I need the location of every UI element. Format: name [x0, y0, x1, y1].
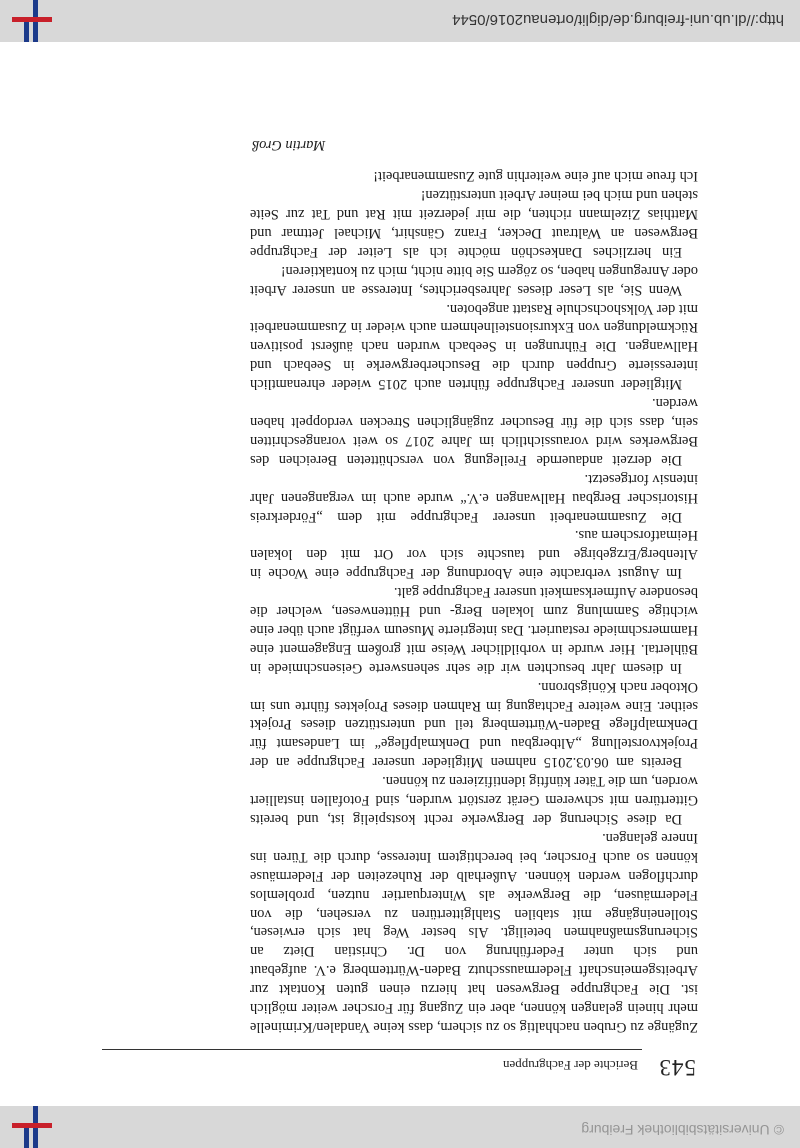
paragraph: In diesem Jahr besuchten wir die sehr sehenswerte Geisenschmiede in Bühlertal. Hier wurde in vorbildlicher Weise mit großem Engagement eine Hammerschmiede restauriert. Das integrierte Museum verfügt auch über eine wichtige Sammlung zum lokalen Berg- und Hüttenwesen, welcher die besondere Aufmerksamkeit unserer Fachgruppe galt. [250, 584, 698, 676]
page-number: 543 [658, 1055, 696, 1080]
paragraph: Die derzeit andauernde Freilegung von verschütteten Bereichen des Bergwerkes wird voraussichtlich im Jahre 2017 so weit vorangeschritten sein, dass sich die für Besucher zugänglichen Strecken verdoppelt haben werden. [250, 395, 698, 468]
paragraph: Zugänge zu Gruben nachhaltig so zu sichern, dass keine Vandalen/Kriminelle mehr hinein gelangen können, aber ein Zugang für Forscher weiter möglich ist. Die Fachgruppe Bergwesen hat hierzu einen guten Kontakt zur Arbeitsgemeinschaft Fledermausschutz Baden-Württemberg e.V. aufgebaut und sich unter Federführung von Dr. Christian Dietz an Sicherungsmaßnahmen beteiligt. Als bester Weg hat sich erwiesen, Stolleneingänge mit stabilen Stahlgittertüren zu versehen, die von Fledermäusen, die Bergwerke als Winterquartier nutzen, problemlos durchflogen werden können. Außerhalb der Ruhezeiten der Fledermäuse können so auch Forscher, bei berechtigtem Interesse, durch die Türen ins Innere gelangen. [250, 829, 698, 1035]
paragraph: Bereits am 06.03.2015 nahmen Mitglieder unserer Fachgruppe an der Projektvorstellung „Altbergbau und Denkmalpflege“ im Landesamt für Denkmalpflege Baden-Württemberg teil und unterstützen dieses Projekt seither. Eine weitere Fachtagung im Rahmen dieses Projektes führte uns im Oktober nach Königsbronn. [250, 678, 698, 771]
paragraph: Die Zusammenarbeit unserer Fachgruppe mit dem „Förderkreis Historischer Bergbau Hallwangen e.V.“ wurde auch im vergangenen Jahr intensiv fortgesetzt. [250, 470, 698, 525]
header-rule [102, 1049, 642, 1050]
paragraph: Ein herzliches Dankeschön möchte ich als Leiter der Fachgruppe Bergwesen an Waltraut Decker, Franz Gänshirt, Michael Jettmar und Matthias Zizelmann richten, die mir jederzeit mit Rat und Tat zur Seite stehen und mich bei meiner Arbeit unterstützen! [250, 187, 698, 260]
signature: Martin Groß [252, 137, 326, 154]
running-head: Berichte der Fachgruppen [502, 1058, 638, 1073]
library-name: Universitätsbibliothek Freiburg [581, 1122, 770, 1138]
page-header [100, 1052, 698, 1080]
viewer-top-bar [0, 1106, 800, 1148]
paragraph: Da diese Sicherung der Bergwerke recht kostspielig ist, und bereits Gittertüren mit schwerem Gerät zerstört wurden, sind Fotofallen installiert worden, um die Täter künftig identifizieren zu können. [250, 773, 698, 828]
library-logo-icon [12, 0, 52, 42]
paragraph: Wenn Sie, als Leser dieses Jahresberichtes, Interesse an unserer Arbeit oder Anregungen haben, so zögern Sie bitte nicht, mich zu kontaktieren! [250, 262, 698, 298]
copyright-symbol: © [773, 1122, 784, 1138]
viewer-bottom-bar [0, 0, 800, 42]
library-credit [581, 1122, 784, 1138]
body-text [250, 135, 698, 1036]
library-logo-icon [12, 1106, 52, 1148]
permalink-url[interactable]: http://dl.ub.uni-freiburg.de/diglit/ortenau2016/0544 [452, 11, 784, 28]
paragraph: Mitglieder unserer Fachgruppe führten auch 2015 wieder ehrenamtlich interessierte Gruppen durch die Besucherbergwerke in Seebach und Hallwangen. Die Führungen in Seebach wurden nach äußerst positiven Rückmeldungen von Exkursionsteilnehmern auch wieder in Zusammenarbeit mit der Volkshochschule Rastatt angeboten. [250, 300, 698, 393]
paragraph: Im August verbrachte eine Abordnung der Fachgruppe eine Woche in Altenberg/Erzgebirge und tauschte sich vor Ort mit den lokalen Heimatforschern aus. [250, 527, 698, 582]
paragraph: Ich freue mich auf eine weiterhin gute Zusammenarbeit! [373, 168, 698, 185]
